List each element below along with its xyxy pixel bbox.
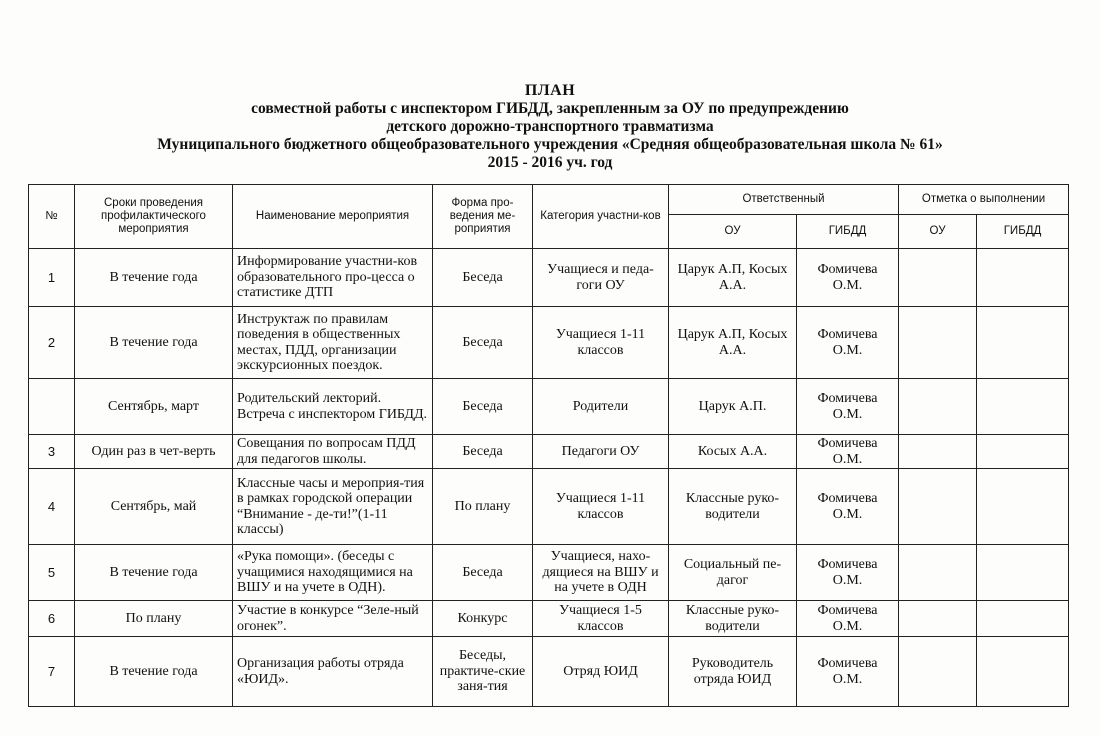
row-num: 3 [29,435,75,469]
plan-table [28,184,1069,707]
row-num: 4 [29,469,75,545]
col-header-responsible-gibdd: ГИБДД [797,215,899,249]
row-event: Организация работы отряда «ЮИД». [233,637,433,707]
row-form: Беседа [433,307,533,379]
row-num: 7 [29,637,75,707]
table-row [29,545,1069,601]
doc-school-year: 2015 - 2016 уч. год [487,154,613,171]
col-header-responsible: Ответственный [669,185,899,215]
row-responsible-ou: Социальный пе-дагог [669,545,797,601]
row-event: Родительский лекторий. Встреча с инспектором ГИБДД. [233,379,433,435]
document-header [0,82,1100,172]
row-period: В течение года [75,249,233,307]
row-period: В течение года [75,545,233,601]
row-completion-gibdd [977,307,1069,379]
row-completion-gibdd [977,249,1069,307]
row-responsible-gibdd: Фомичева О.М. [797,601,899,637]
row-completion-gibdd [977,379,1069,435]
row-num: 6 [29,601,75,637]
row-period: По плану [75,601,233,637]
row-num: 2 [29,307,75,379]
row-responsible-gibdd: Фомичева О.М. [797,637,899,707]
row-event: Инструктаж по правилам поведения в общественных местах, ПДД, организации экскурсионных поездок. [233,307,433,379]
row-period: Сентябрь, май [75,469,233,545]
row-completion-gibdd [977,637,1069,707]
table-row [29,637,1069,707]
row-responsible-ou: Царук А.П, Косых А.А. [669,307,797,379]
col-header-period: Сроки проведения профилактического мероприятия [75,185,233,249]
row-responsible-ou: Косых А.А. [669,435,797,469]
col-header-form: Форма про-ведения ме-роприятия [433,185,533,249]
table-row [29,435,1069,469]
row-completion-ou [899,307,977,379]
row-responsible-gibdd: Фомичева О.М. [797,435,899,469]
row-num: 1 [29,249,75,307]
row-completion-gibdd [977,545,1069,601]
row-responsible-ou: Руководитель отряда ЮИД [669,637,797,707]
table-row [29,379,1069,435]
row-num [29,379,75,435]
table-row [29,601,1069,637]
row-category: Родители [533,379,669,435]
table-row [29,469,1069,545]
row-category: Отряд ЮИД [533,637,669,707]
row-period: В течение года [75,307,233,379]
col-header-completion: Отметка о выполнении [899,185,1069,215]
row-responsible-ou: Царук А.П. [669,379,797,435]
row-responsible-ou: Классные руко-водители [669,469,797,545]
row-event: Совещания по вопросам ПДД для педагогов школы. [233,435,433,469]
doc-subtitle-line-2: детского дорожно-транспортного травматизма [386,118,714,135]
row-completion-gibdd [977,435,1069,469]
row-num: 5 [29,545,75,601]
col-header-completion-ou: ОУ [899,215,977,249]
col-header-completion-gibdd: ГИБДД [977,215,1069,249]
row-form: Беседа [433,249,533,307]
row-responsible-gibdd: Фомичева О.М. [797,379,899,435]
row-completion-ou [899,435,977,469]
row-responsible-ou: Царук А.П, Косых А.А. [669,249,797,307]
row-form: Беседа [433,435,533,469]
row-responsible-gibdd: Фомичева О.М. [797,249,899,307]
row-form: Беседа [433,379,533,435]
row-category: Учащиеся 1-11 классов [533,469,669,545]
row-event: Информирование участни-ков образовательного про-цесса о статистике ДТП [233,249,433,307]
row-event: Классные часы и мероприя-тия в рамках городской операции “Внимание - де-ти!”(1-11 классы) [233,469,433,545]
row-category: Учащиеся и педа-гоги ОУ [533,249,669,307]
row-category: Учащиеся, нахо-дящиеся на ВШУ и на учете в ОДН [533,545,669,601]
row-responsible-gibdd: Фомичева О.М. [797,307,899,379]
row-form: Беседы, практиче-ские заня-тия [433,637,533,707]
row-completion-gibdd [977,601,1069,637]
row-completion-ou [899,379,977,435]
row-category: Педагоги ОУ [533,435,669,469]
doc-school-name: Муниципального бюджетного общеобразовательного учреждения «Средняя общеобразовательная школа № 61» [157,136,943,153]
row-event: Участие в конкурсе “Зеле-ный огонек”. [233,601,433,637]
row-period: В течение года [75,637,233,707]
row-responsible-gibdd: Фомичева О.М. [797,469,899,545]
row-form: Беседа [433,545,533,601]
row-category: Учащиеся 1-11 классов [533,307,669,379]
col-header-category: Категория участни-ков [533,185,669,249]
doc-title: ПЛАН [524,82,576,99]
row-responsible-ou: Классные руко-водители [669,601,797,637]
col-header-responsible-ou: ОУ [669,215,797,249]
row-completion-ou [899,545,977,601]
row-responsible-gibdd: Фомичева О.М. [797,545,899,601]
row-period: Один раз в чет-верть [75,435,233,469]
row-form: Конкурс [433,601,533,637]
col-header-event: Наименование мероприятия [233,185,433,249]
row-completion-gibdd [977,469,1069,545]
row-form: По плану [433,469,533,545]
row-completion-ou [899,601,977,637]
table-row [29,307,1069,379]
col-header-num: № [29,185,75,249]
table-row [29,249,1069,307]
row-category: Учащиеся 1-5 классов [533,601,669,637]
row-completion-ou [899,469,977,545]
row-event: «Рука помощи». (беседы с учащимися находящимися на ВШУ и на учете в ОДН). [233,545,433,601]
row-completion-ou [899,637,977,707]
row-completion-ou [899,249,977,307]
doc-subtitle-line-1: совместной работы с инспектором ГИБДД, закрепленным за ОУ по предупреждению [251,100,849,117]
row-period: Сентябрь, март [75,379,233,435]
